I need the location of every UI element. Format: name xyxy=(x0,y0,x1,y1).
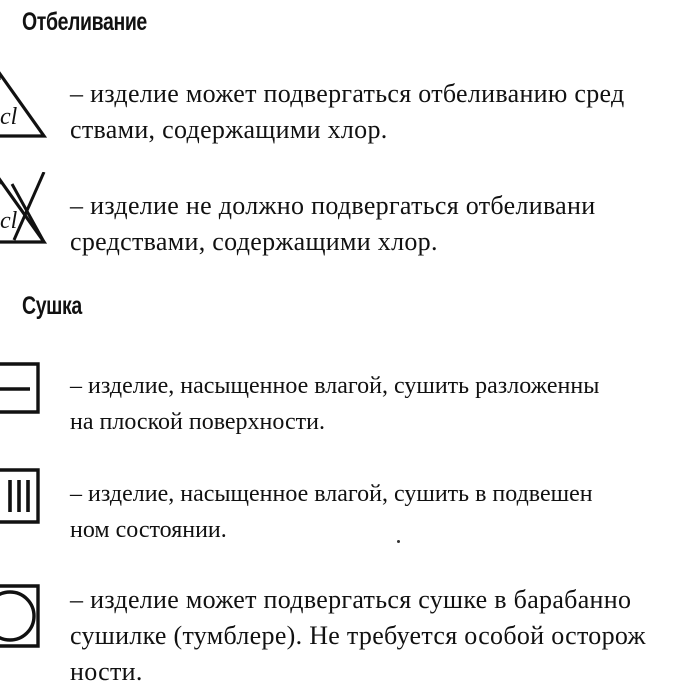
bleach-not-allowed-description xyxy=(70,188,595,260)
list-item-drip-dry xyxy=(0,468,695,548)
bleach-allowed-description xyxy=(70,76,625,148)
section-heading-drying: Сушка xyxy=(22,292,82,320)
bleach-symbol-text: cl xyxy=(0,104,18,130)
bleach-not-allowed-triangle-icon xyxy=(0,172,60,262)
print-speck xyxy=(397,540,400,543)
description-line: – изделие не должно подвергаться отбеливани xyxy=(70,191,596,220)
description-line: средствами, содержащими хлор. xyxy=(70,227,438,256)
list-item-dry-flat xyxy=(0,362,695,442)
list-item-bleach-not-allowed xyxy=(0,172,695,262)
tumble-dry-description xyxy=(70,582,646,690)
dry-flat-description xyxy=(70,368,599,440)
description-line: – изделие может подвергаться сушке в барабанно xyxy=(70,585,632,614)
description-line: ности. xyxy=(70,657,143,686)
bleach-symbol-text: cl xyxy=(0,208,18,234)
description-line: – изделие, насыщенное влагой, сушить разложенны xyxy=(70,373,600,399)
list-item-tumble-dry xyxy=(0,580,695,695)
bleach-allowed-triangle-icon xyxy=(0,66,60,146)
dry-flat-icon xyxy=(0,362,50,422)
description-line: сушилке (тумблере). Не требуется особой осторож xyxy=(70,621,646,650)
description-line: – изделие, насыщенное влагой, сушить в подвешен xyxy=(70,481,593,507)
description-line: на плоской поверхности. xyxy=(70,409,325,435)
tumble-dry-icon xyxy=(0,580,50,660)
drip-dry-description xyxy=(70,476,593,548)
description-line: – изделие может подвергаться отбеливанию сред xyxy=(70,79,625,108)
description-line: ствами, содержащими хлор. xyxy=(70,115,388,144)
section-heading-bleaching: Отбеливание xyxy=(22,8,147,36)
list-item-bleach-allowed xyxy=(0,66,695,156)
description-line: ном состоянии. xyxy=(70,517,227,543)
drip-dry-icon xyxy=(0,468,50,528)
